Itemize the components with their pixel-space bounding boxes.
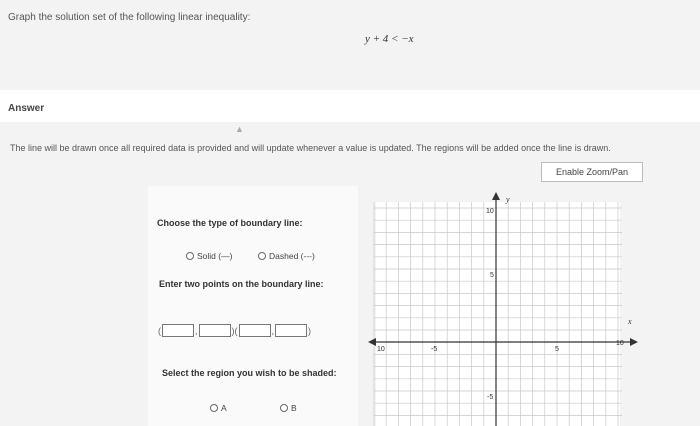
point1-x-input[interactable] [162, 324, 194, 337]
enable-zoom-pan-button[interactable]: Enable Zoom/Pan [541, 162, 643, 182]
region-b-radio[interactable] [280, 403, 297, 413]
x-tick-label-neg5: -5 [431, 346, 438, 353]
radio-circle-icon [186, 252, 194, 260]
grid-background [376, 202, 620, 426]
solid-line-label: Solid (—) [197, 251, 233, 261]
boundary-point-inputs [158, 324, 311, 337]
boundary-type-label: Choose the type of boundary line: [157, 218, 303, 228]
point2-comma: , [271, 325, 275, 336]
y-tick-label-pos5: 5 [490, 272, 494, 279]
dashed-line-radio[interactable] [258, 251, 315, 261]
dashed-line-label: Dashed (---) [269, 251, 315, 261]
radio-circle-icon [280, 404, 288, 412]
coordinate-grid[interactable] [362, 192, 642, 426]
region-a-label: A [221, 403, 227, 413]
y-tick-label-neg5: -5 [487, 394, 494, 401]
radio-circle-icon [210, 404, 218, 412]
graph-instruction: The line will be drawn once all required data is provided and will update whenever a value is updated. The regions will be added once the line is drawn. [10, 143, 611, 153]
region-b-label: B [291, 403, 297, 413]
x-axis-right-arrow-icon [630, 338, 638, 346]
region-a-radio[interactable] [210, 403, 227, 413]
cursor-arrow-icon: ▲ [235, 124, 244, 134]
shade-region-label: Select the region you wish to be shaded: [162, 368, 337, 378]
y-tick-label-max: 10 [486, 208, 494, 215]
y-axis-label: y [506, 195, 510, 204]
solid-line-radio[interactable] [186, 251, 232, 261]
point1-y-input[interactable] [199, 324, 231, 337]
answer-heading: Answer [8, 103, 45, 114]
inequality-expression: y + 4 < −x [365, 33, 414, 45]
point2-close-paren: ) [308, 325, 312, 336]
graph-tool-panel [148, 186, 358, 426]
y-axis-up-arrow-icon [492, 192, 500, 200]
boundary-points-label: Enter two points on the boundary line: [159, 279, 324, 289]
point2-x-input[interactable] [239, 324, 271, 337]
x-tick-label-min: 10 [377, 346, 385, 353]
x-axis-left-arrow-icon [368, 338, 376, 346]
point-separator: )( [231, 325, 238, 336]
x-tick-label-pos5: 5 [555, 346, 559, 353]
radio-circle-icon [258, 252, 266, 260]
x-axis-label: x [628, 317, 632, 326]
x-tick-label-max: 10 [616, 340, 624, 347]
question-area [0, 0, 700, 90]
question-prompt: Graph the solution set of the following linear inequality: [8, 12, 251, 23]
point2-y-input[interactable] [275, 324, 307, 337]
point1-comma: , [195, 325, 198, 336]
point1-open-paren: ( [158, 325, 161, 336]
